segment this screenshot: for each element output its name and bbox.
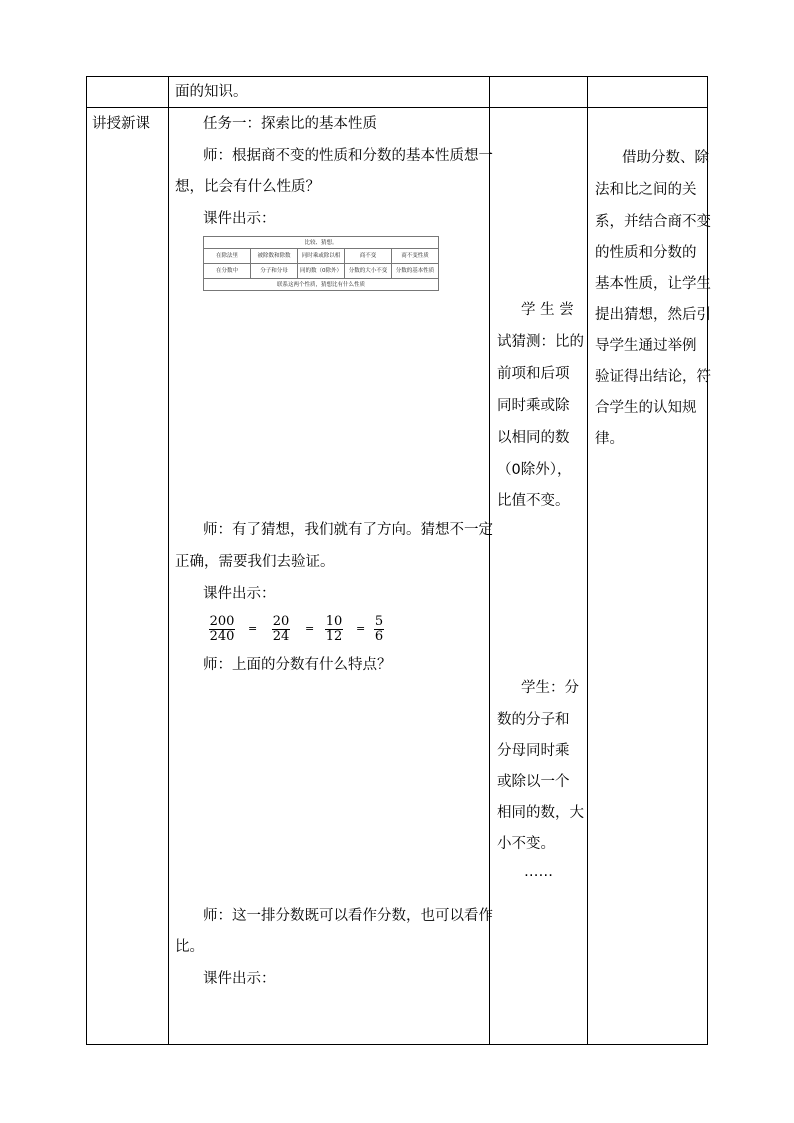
student-guess-line: 学 生 尝 xyxy=(521,302,574,318)
mini-table-cell: 商不变 xyxy=(345,249,392,264)
mini-table-cell: 在分数中 xyxy=(204,264,251,279)
equals-sign: = xyxy=(248,622,258,635)
design-intent-line: 的性质和分数的 xyxy=(595,245,697,261)
task-title: 任务一：探索比的基本性质 xyxy=(203,116,377,132)
design-intent-line: 借助分数、除 xyxy=(622,150,709,166)
student-answer-ellipsis: …… xyxy=(524,864,553,880)
mini-table-cell: 同时乘或除以相 xyxy=(298,249,345,264)
student-guess-line: 比值不变。 xyxy=(497,493,570,509)
design-intent-line: 基本性质，让学生 xyxy=(595,276,711,292)
fraction-200-240: $\frac{200}{240}$ xyxy=(209,614,235,644)
courseware-label-2: 课件出示： xyxy=(203,586,276,602)
student-answer-line: 学生：分 xyxy=(521,680,579,696)
student-guess-line: 以相同的数 xyxy=(497,430,570,446)
design-intent-line: 提出猜想，然后引 xyxy=(595,307,711,323)
table-col-divider-3 xyxy=(587,76,588,1045)
mini-table-footer: 联系这两个性质，猜想比有什么性质 xyxy=(204,279,439,291)
design-intent-line: 系，并结合商不变 xyxy=(595,214,711,230)
comparison-table-image xyxy=(203,236,439,291)
student-answer-line: 或除以一个 xyxy=(497,774,570,790)
table-row-divider xyxy=(86,107,708,108)
design-intent-line: 律。 xyxy=(595,431,624,447)
equals-sign: = xyxy=(356,622,366,635)
mini-table-cell: 被除数和除数 xyxy=(251,249,298,264)
teacher-question-line-2: 想，比会有什么性质？ xyxy=(175,179,320,195)
student-answer-line: 小不变。 xyxy=(497,836,555,852)
design-intent-line: 法和比之间的关 xyxy=(595,182,697,198)
mini-table-cell: 商不变性质 xyxy=(392,249,439,264)
teacher-remark-ratio-line-2: 比。 xyxy=(175,939,204,955)
courseware-label-1: 课件出示： xyxy=(203,211,276,227)
student-guess-line: （0除外）， xyxy=(497,462,572,478)
table-border-bottom xyxy=(86,1044,708,1045)
mini-table-cell: 分子和分母 xyxy=(251,264,298,279)
teacher-question-line-1: 师：根据商不变的性质和分数的基本性质想一 xyxy=(203,148,493,164)
teacher-remark-line-1: 师：有了猜想，我们就有了方向。猜想不一定 xyxy=(203,522,493,538)
student-guess-line: 前项和后项 xyxy=(497,366,570,382)
student-guess-line: 同时乘或除 xyxy=(497,398,570,414)
mini-table-title: 比较、猜想。 xyxy=(204,237,439,249)
table-col-divider-1 xyxy=(168,76,169,1045)
previous-content-text: 面的知识。 xyxy=(175,84,248,100)
table-border-left xyxy=(86,76,87,1045)
design-intent-line: 合学生的认知规 xyxy=(595,400,697,416)
table-border-top xyxy=(86,76,708,77)
courseware-label-3: 课件出示： xyxy=(203,971,276,987)
design-intent-line: 验证得出结论，符 xyxy=(595,369,711,385)
student-guess-line: 试猜测：比的 xyxy=(497,334,584,350)
fraction-5-6: $\frac{5}{6}$ xyxy=(374,614,384,644)
teacher-remark-ratio-line-1: 师：这一排分数既可以看作分数，也可以看作 xyxy=(203,908,493,924)
mini-table-cell: 分数的大小不变 xyxy=(345,264,392,279)
mini-table-cell: 分数的基本性质 xyxy=(392,264,439,279)
teacher-question-fractions: 师：上面的分数有什么特点？ xyxy=(203,657,392,673)
student-answer-line: 相同的数，大 xyxy=(497,805,584,821)
mini-table-cell: 在除法里 xyxy=(204,249,251,264)
teacher-remark-line-2: 正确，需要我们去验证。 xyxy=(175,554,335,570)
student-answer-line: 数的分子和 xyxy=(497,712,570,728)
section-label: 讲授新课 xyxy=(92,116,150,132)
design-intent-line: 导学生通过举例 xyxy=(595,338,697,354)
equals-sign: = xyxy=(305,622,315,635)
fraction-20-24: $\frac{20}{24}$ xyxy=(272,614,290,644)
mini-table-cell: 同的数（0除外） xyxy=(298,264,345,279)
fraction-10-12: $\frac{10}{12}$ xyxy=(325,614,343,644)
table-col-divider-2 xyxy=(489,76,490,1045)
student-answer-line: 分母同时乘 xyxy=(497,743,570,759)
